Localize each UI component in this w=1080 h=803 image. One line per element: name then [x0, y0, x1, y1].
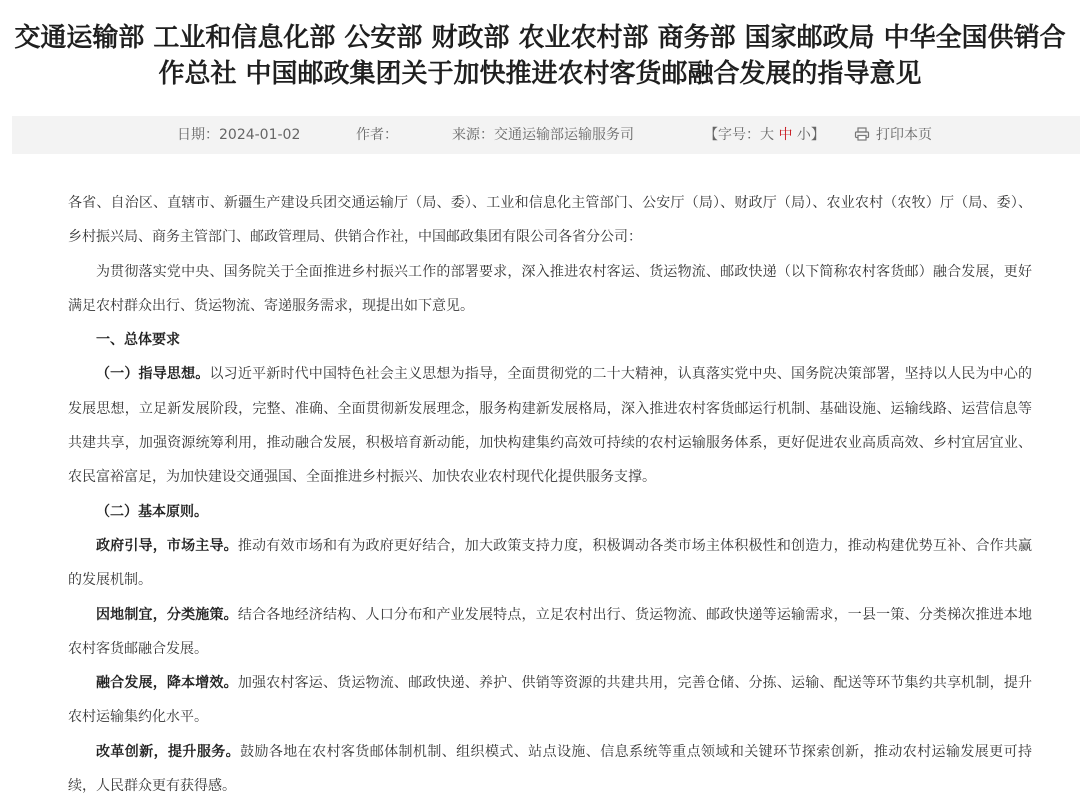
principle-paragraph	[68, 529, 1032, 598]
principle-lead: 改革创新，提升服务。	[96, 743, 241, 760]
font-size-medium-button[interactable]: 中	[778, 127, 793, 143]
font-size-bracket-end: 】	[810, 127, 825, 143]
intro-paragraph: 为贯彻落实党中央、国务院关于全面推进乡村振兴工作的部署要求，深入推进农村客运、货运物流、邮政快递（以下简称农村客货邮）融合发展，更好满足农村群众出行、货运物流、寄递服务需求，现提出如下意见。	[68, 263, 1032, 314]
publish-date: 日期：2024-01-02	[177, 127, 301, 143]
printer-icon	[854, 127, 870, 141]
principle-text: 推动有效市场和有为政府更好结合，加大政策支持力度，积极调动各类市场主体积极性和创造力，推动构建优势互补、合作共赢的发展机制。	[68, 537, 1033, 589]
font-size-label: 【字号：	[704, 127, 760, 143]
guiding-thought-paragraph	[68, 357, 1032, 494]
guiding-thought-text: 以习近平新时代中国特色社会主义思想为指导，全面贯彻党的二十大精神，认真落实党中央、国务院决策部署，坚持以人民为中心的发展思想，立足新发展阶段，完整、准确、全面贯彻新发展理念，服务构建新发展格局，深入推进农村客货邮运行机制、基础设施、运输线路、运营信息等共建共享，加强资源统筹利用，推动融合发展，积极培育新动能，加快构建集约高效可持续的农村运输服务体系，更好促进农业高质高效、乡村宜居宜业、农民富裕富足，为加快建设交通强国、全面推进乡村振兴、加快农业农村现代化提供服务支撑。	[68, 366, 1033, 486]
article-body	[68, 186, 1032, 803]
principle-paragraph	[68, 735, 1032, 803]
article-title-line-1: 交通运输部 工业和信息化部 公安部 财政部 农业农村部 商务部 国家邮政局 中华全国供销合	[14, 23, 1066, 53]
principle-lead: 政府引导，市场主导。	[96, 537, 238, 554]
principle-paragraph	[68, 666, 1032, 735]
font-size-large-button[interactable]: 大	[760, 127, 774, 143]
section-heading-basic-principles: （二）基本原则。	[96, 503, 208, 520]
print-button[interactable]	[854, 116, 932, 154]
article-title-line-2: 作总社 中国邮政集团关于加快推进农村客货邮融合发展的指导意见	[158, 59, 922, 89]
section-heading-general-requirements: 一、总体要求	[96, 332, 180, 349]
principle-text: 加强农村客运、货运物流、邮政快递、养护、供销等资源的共建共用，完善仓储、分拣、运输、配送等环节集约共享机制，提升农村运输集约化水平。	[68, 675, 1033, 726]
guiding-thought-lead: （一）指导思想。	[96, 366, 210, 383]
principle-text: 结合各地经济结构、人口分布和产业发展特点，立足农村出行、货运物流、邮政快递等运输需求，一县一策、分类梯次推进本地农村客货邮融合发展。	[68, 606, 1033, 657]
font-size-small-button[interactable]: 小	[796, 127, 811, 143]
article-meta-bar	[12, 116, 1080, 154]
article-title	[0, 20, 1080, 92]
author-label: 作者：	[356, 127, 398, 143]
principle-lead: 融合发展，降本增效。	[96, 675, 238, 692]
addressee-paragraph: 各省、自治区、直辖市、新疆生产建设兵团交通运输厅（局、委）、工业和信息化主管部门、公安厅（局）、财政厅（局）、农业农村（农牧）厅（局、委）、乡村振兴局、商务主管部门、邮政管理局、供销合作社，中国邮政集团有限公司各省分公司：	[68, 195, 1032, 246]
font-size-control	[704, 116, 825, 154]
source-label: 来源：交通运输部运输服务司	[452, 127, 634, 143]
principle-lead: 因地制宜，分类施策。	[96, 606, 238, 623]
print-label: 打印本页	[876, 127, 932, 143]
principle-text: 鼓励各地在农村客货邮体制机制、组织模式、站点设施、信息系统等重点领域和关键环节探索创新，推动农村运输发展更可持续，人民群众更有获得感。	[68, 743, 1032, 795]
principle-paragraph	[68, 598, 1032, 667]
